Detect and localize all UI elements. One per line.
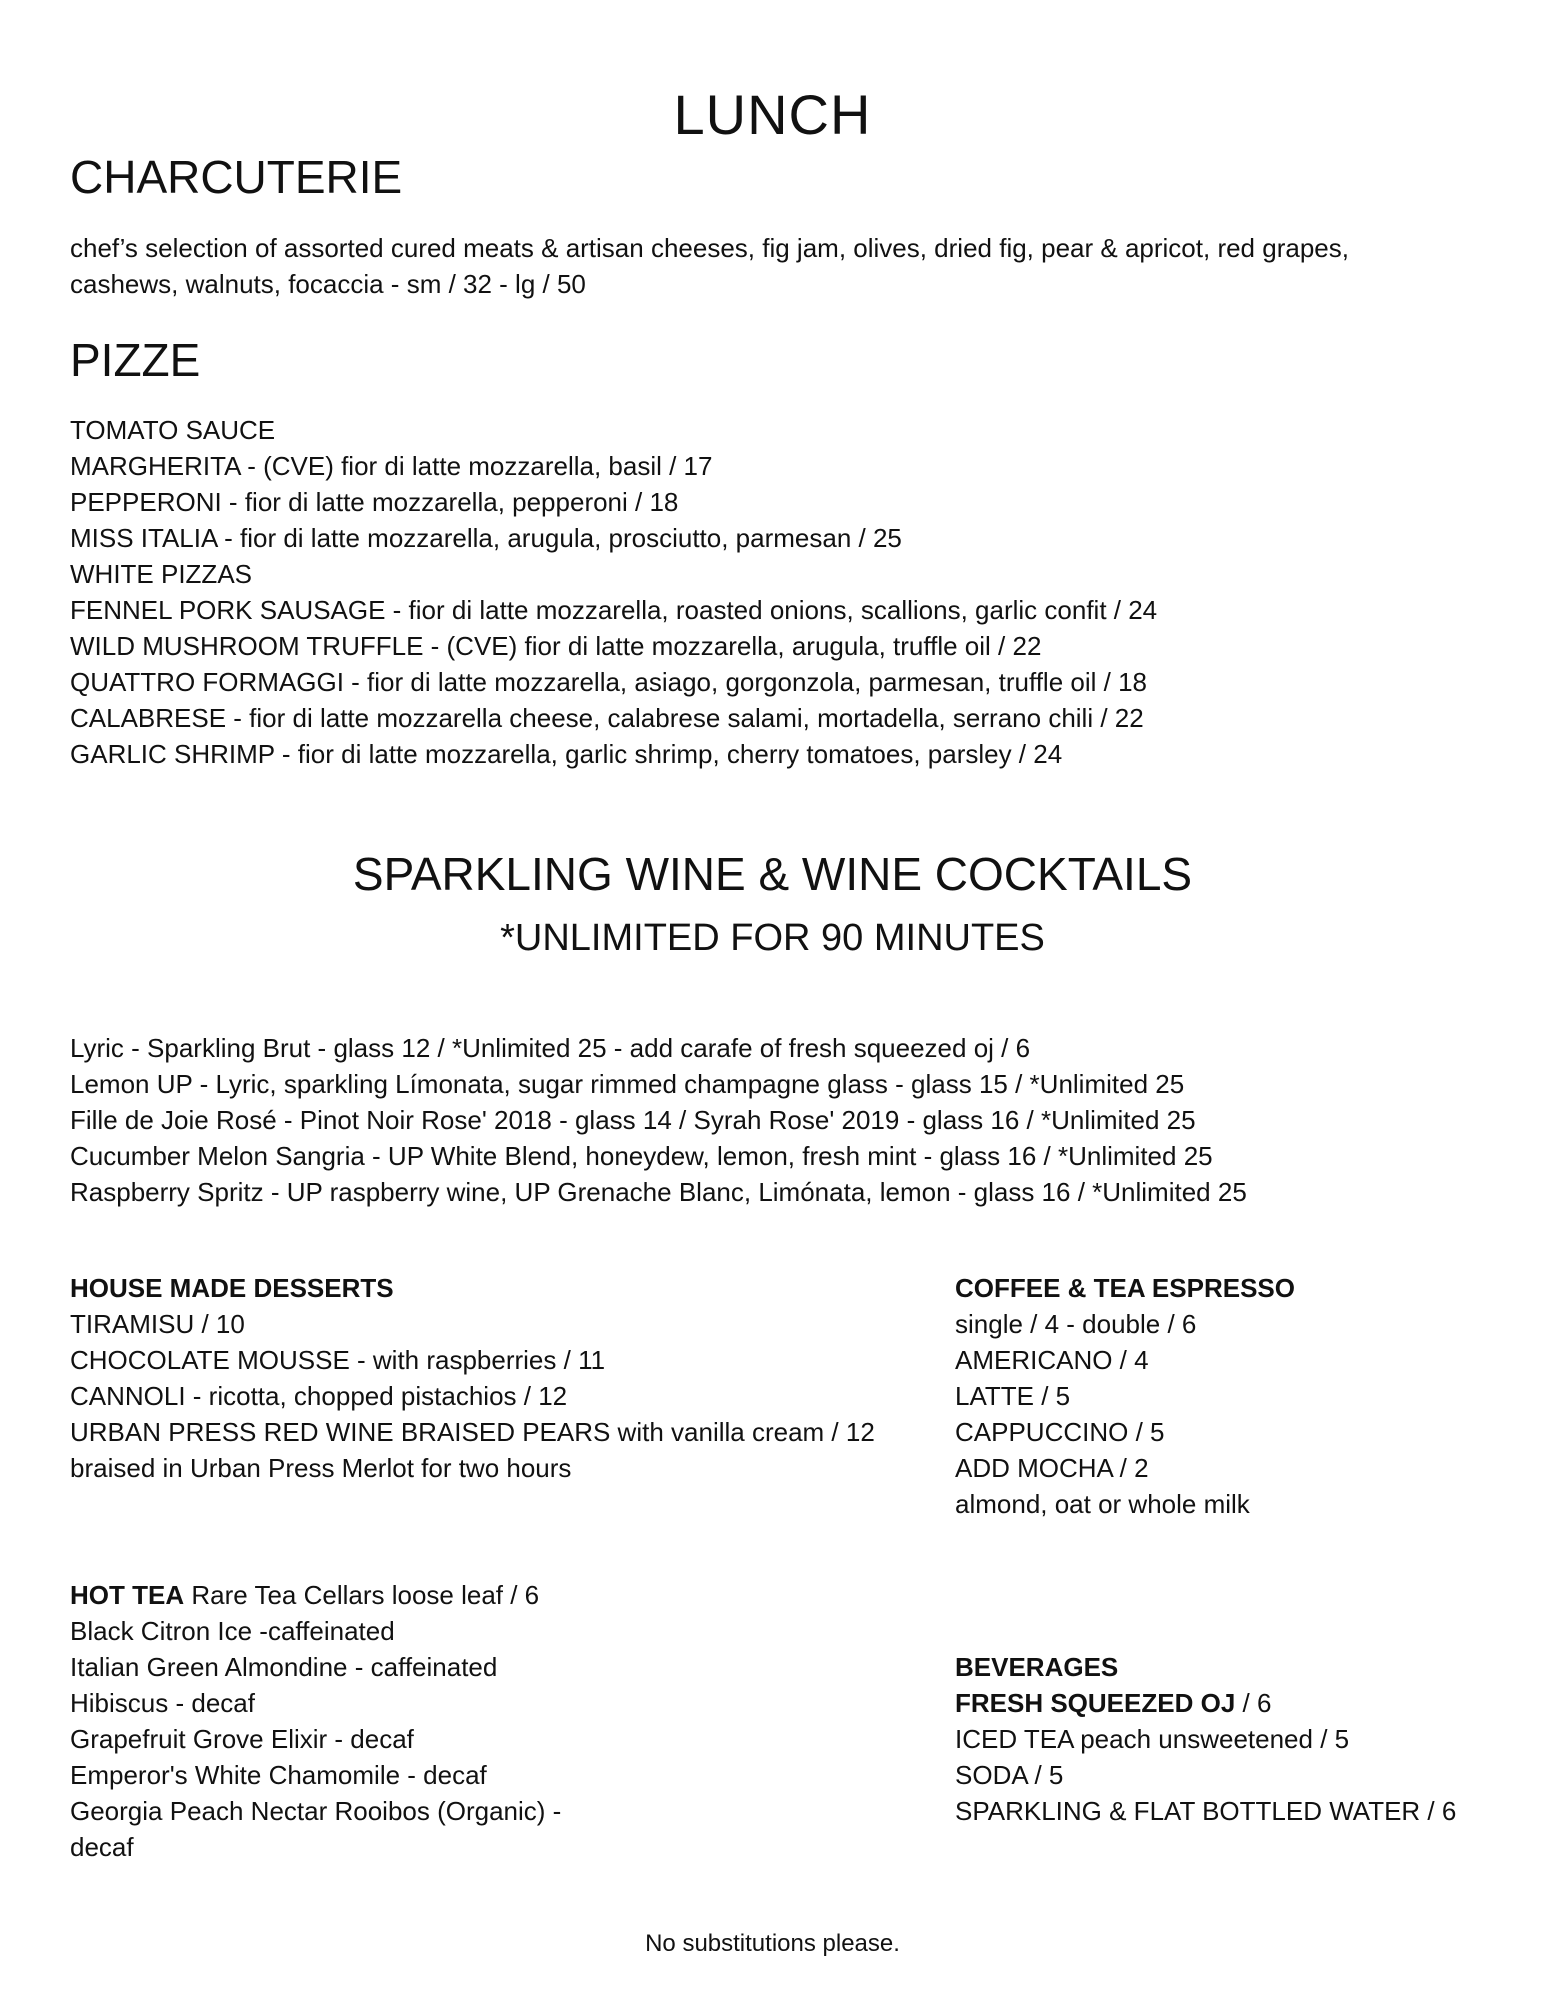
beverage-item: SPARKLING & FLAT BOTTLED WATER / 6 (955, 1796, 1457, 1826)
tea-item: Emperor's White Chamomile - decaf (70, 1760, 487, 1790)
beverages-heading: BEVERAGES (955, 1652, 1119, 1682)
pizza-item: WILD MUSHROOM TRUFFLE - (CVE) fior di latte mozzarella, arugula, truffle oil / 22 (70, 631, 1042, 661)
footer-note: No substitutions please. (645, 1930, 900, 1957)
beverage-item (955, 1685, 1456, 1721)
wine-list (70, 1030, 1247, 1210)
dessert-item: CANNOLI - ricotta, chopped pistachios / 12 (70, 1381, 568, 1411)
pizza-item: MARGHERITA - (CVE) fior di latte mozzarella, basil / 17 (70, 451, 713, 481)
coffee-item: LATTE / 5 (955, 1381, 1071, 1411)
coffee-heading: COFFEE & TEA ESPRESSO (955, 1273, 1295, 1303)
dessert-item: CHOCOLATE MOUSSE - with raspberries / 11 (70, 1345, 606, 1375)
charcuterie-line: cashews, walnuts, focaccia - sm / 32 - lg / 50 (70, 269, 586, 299)
oj-price: / 6 (1235, 1688, 1272, 1718)
dessert-item: braised in Urban Press Merlot for two hours (70, 1453, 572, 1483)
coffee-item: ADD MOCHA / 2 (955, 1453, 1149, 1483)
wine-item: Lemon UP - Lyric, sparkling Límonata, sugar rimmed champagne glass - glass 15 / *Unlimited 25 (70, 1069, 1185, 1099)
charcuterie-description (70, 230, 1349, 302)
pizza-item: GARLIC SHRIMP - fior di latte mozzarella, garlic shrimp, cherry tomatoes, parsley / 24 (70, 739, 1063, 769)
coffee-item: AMERICANO / 4 (955, 1345, 1149, 1375)
beverage-item: SODA / 5 (955, 1760, 1064, 1790)
wine-item: Lyric - Sparkling Brut - glass 12 / *Unlimited 25 - add carafe of fresh squeezed oj / 6 (70, 1033, 1031, 1063)
coffee-section (955, 1270, 1295, 1522)
wine-heading: SPARKLING WINE & WINE COCKTAILS (352, 848, 1193, 900)
pizza-item: FENNEL PORK SAUSAGE - fior di latte mozzarella, roasted onions, scallions, garlic confit / 24 (70, 595, 1158, 625)
coffee-item: CAPPUCCINO / 5 (955, 1417, 1165, 1447)
tea-item: Grapefruit Grove Elixir - decaf (70, 1724, 414, 1754)
desserts-section (70, 1270, 875, 1486)
wine-subheading: *UNLIMITED FOR 90 MINUTES (500, 917, 1045, 959)
oj-label: FRESH SQUEEZED OJ (955, 1688, 1236, 1718)
wine-item: Cucumber Melon Sangria - UP White Blend, honeydew, lemon, fresh mint - glass 16 / *Unlimited 25 (70, 1141, 1213, 1171)
menu-title: LUNCH (673, 83, 872, 146)
coffee-item: almond, oat or whole milk (955, 1489, 1250, 1519)
charcuterie-line: chef’s selection of assorted cured meats & artisan cheeses, fig jam, olives, dried fig, pear & apricot, red grapes, (70, 233, 1349, 263)
pizze-heading: PIZZE (70, 334, 201, 386)
pizza-item: CALABRESE - fior di latte mozzarella cheese, calabrese salami, mortadella, serrano chili / 22 (70, 703, 1144, 733)
pizze-list (70, 412, 1157, 772)
tea-item: Italian Green Almondine - caffeinated (70, 1652, 498, 1682)
dessert-item: URBAN PRESS RED WINE BRAISED PEARS with vanilla cream / 12 (70, 1417, 875, 1447)
beverages-section (955, 1649, 1456, 1829)
tea-item: Georgia Peach Nectar Rooibos (Organic) - (70, 1796, 562, 1826)
tea-item: Hibiscus - decaf (70, 1688, 255, 1718)
pizza-item: MISS ITALIA - fior di latte mozzarella, arugula, prosciutto, parmesan / 25 (70, 523, 902, 553)
wine-item: Fille de Joie Rosé - Pinot Noir Rose' 2018 - glass 14 / Syrah Rose' 2019 - glass 16 / *Unlimited 25 (70, 1105, 1196, 1135)
hot-tea-description: Rare Tea Cellars loose leaf / 6 (184, 1580, 540, 1610)
beverage-item: ICED TEA peach unsweetened / 5 (955, 1724, 1350, 1754)
tea-item: decaf (70, 1832, 134, 1862)
hot-tea-heading: HOT TEA (70, 1580, 185, 1610)
charcuterie-heading: CHARCUTERIE (70, 151, 403, 203)
hot-tea-header (70, 1577, 561, 1613)
coffee-item: single / 4 - double / 6 (955, 1309, 1197, 1339)
desserts-heading: HOUSE MADE DESSERTS (70, 1273, 394, 1303)
pizza-item: PEPPERONI - fior di latte mozzarella, pepperoni / 18 (70, 487, 679, 517)
pizze-subheading: TOMATO SAUCE (70, 415, 276, 445)
hot-tea-section (70, 1577, 561, 1865)
wine-item: Raspberry Spritz - UP raspberry wine, UP Grenache Blanc, Limónata, lemon - glass 16 / *Unlimited 25 (70, 1177, 1247, 1207)
tea-item: Black Citron Ice -caffeinated (70, 1616, 395, 1646)
dessert-item: TIRAMISU / 10 (70, 1309, 245, 1339)
pizze-subheading: WHITE PIZZAS (70, 559, 252, 589)
pizza-item: QUATTRO FORMAGGI - fior di latte mozzarella, asiago, gorgonzola, parmesan, truffle oil / 18 (70, 667, 1147, 697)
